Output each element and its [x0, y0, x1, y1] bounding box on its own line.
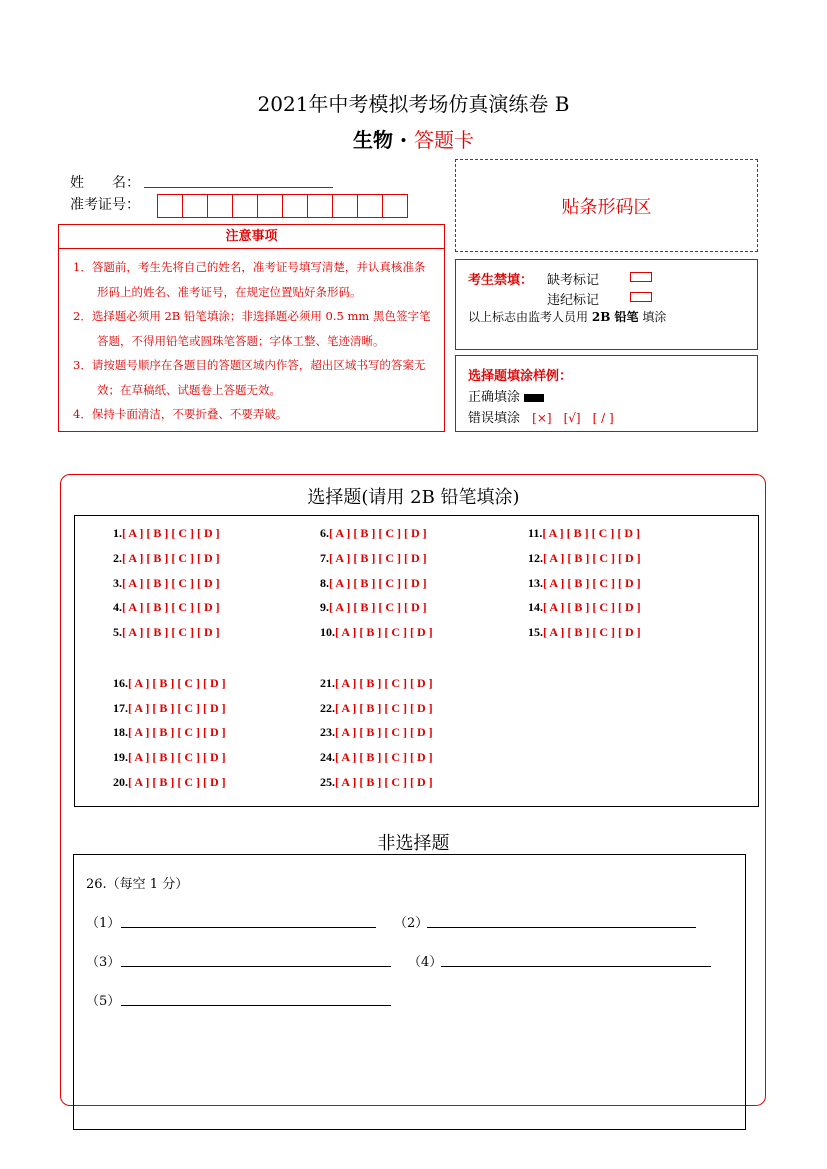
choice-question — [113, 526, 220, 541]
violation-label: 违纪标记 — [547, 293, 600, 308]
choice-question — [113, 750, 226, 765]
choice-question — [320, 526, 427, 541]
choice-question — [528, 600, 641, 615]
question-number: 22. — [320, 701, 335, 715]
choice-question — [113, 676, 226, 691]
answer-options[interactable]: [ A ] [ B ] [ C ] [ D ] — [335, 750, 433, 764]
choice-question — [113, 775, 226, 790]
choice-question — [113, 600, 220, 615]
answer-options[interactable]: [ A ] [ B ] [ C ] [ D ] — [543, 551, 641, 565]
absent-mark-box[interactable] — [630, 272, 652, 282]
choice-section-title: 选择题(请用 2B 铅笔填涂) — [307, 487, 520, 508]
question-number: 19. — [113, 750, 128, 764]
answer-options[interactable]: [ A ] [ B ] [ C ] [ D ] — [335, 701, 433, 715]
blank-1-label: （1） — [86, 916, 121, 931]
answer-options[interactable]: [ A ] [ B ] [ C ] [ D ] — [335, 725, 433, 739]
question-26-label: 26.（每空 1 分） — [86, 877, 189, 892]
answer-options[interactable]: [ A ] [ B ] [ C ] [ D ] — [329, 576, 427, 590]
question-number: 15. — [528, 625, 543, 639]
blank-3-label: （3） — [86, 955, 121, 970]
blank-4-label: （4） — [408, 955, 443, 970]
exam-id-digit-box[interactable] — [332, 194, 358, 218]
blank-5-label: （5） — [86, 994, 121, 1009]
answer-options[interactable]: [ A ] [ B ] [ C ] [ D ] — [128, 701, 226, 715]
card-label: 答题卡 — [413, 128, 474, 152]
exam-id-digit-box[interactable] — [382, 194, 408, 218]
choice-question — [320, 750, 433, 765]
question-number: 5. — [113, 625, 122, 639]
page-subtitle — [0, 124, 827, 153]
exam-id-digit-box[interactable] — [257, 194, 283, 218]
answer-options[interactable]: [ A ] [ B ] [ C ] [ D ] — [122, 526, 220, 540]
answer-options[interactable]: [ A ] [ B ] [ C ] [ D ] — [335, 625, 433, 639]
separator-dot: • — [399, 133, 408, 150]
notice-item: 4．保持卡面清洁，不要折叠、不要弄破。 — [73, 407, 288, 421]
notice-panel — [58, 224, 445, 432]
exam-marks-label: 考生禁填： — [468, 273, 534, 288]
choice-question — [320, 701, 433, 716]
question-number: 21. — [320, 676, 335, 690]
exam-id-digit-box[interactable] — [182, 194, 208, 218]
choice-question — [113, 701, 226, 716]
answer-options[interactable]: [ A ] [ B ] [ C ] [ D ] — [128, 775, 226, 789]
choice-question — [320, 600, 427, 615]
name-label: 姓 名： — [70, 175, 140, 191]
answer-options[interactable]: [ A ] [ B ] [ C ] [ D ] — [329, 526, 427, 540]
answer-options[interactable]: [ A ] [ B ] [ C ] [ D ] — [122, 625, 220, 639]
answer-options[interactable]: [ A ] [ B ] [ C ] [ D ] — [128, 750, 226, 764]
absent-label: 缺考标记 — [547, 273, 600, 288]
wrong-fill — [468, 407, 614, 426]
answer-options[interactable]: [ A ] [ B ] [ C ] [ D ] — [542, 526, 640, 540]
barcode-area — [455, 159, 758, 252]
note-suffix: 填涂 — [642, 310, 667, 324]
question-number: 25. — [320, 775, 335, 789]
question-number: 10. — [320, 625, 335, 639]
question-number: 8. — [320, 576, 329, 590]
question-number: 24. — [320, 750, 335, 764]
question-number: 16. — [113, 676, 128, 690]
note-prefix: 以上标志由监考人员用 — [468, 310, 589, 324]
choice-question — [320, 576, 427, 591]
blank-4-line[interactable] — [441, 966, 711, 967]
exam-id-digit-box[interactable] — [307, 194, 333, 218]
exam-marks-panel — [455, 259, 758, 350]
notice-item: 3．请按题号顺序在各题目的答题区域内作答，超出区域书写的答案无效；在草稿纸、试题卷上答题无效。 — [73, 358, 426, 397]
correct-fill-label: 正确填涂 — [468, 390, 521, 405]
exam-id-digit-box[interactable] — [207, 194, 233, 218]
answer-options[interactable]: [ A ] [ B ] [ C ] [ D ] — [335, 775, 433, 789]
question-number: 7. — [320, 551, 329, 565]
blank-5-line[interactable] — [121, 1005, 391, 1006]
question-number: 6. — [320, 526, 329, 540]
wrong-fill-label: 错误填涂 — [468, 411, 521, 426]
choice-question — [528, 526, 640, 541]
subject-label: 生物 — [353, 128, 393, 152]
nonchoice-answer-box — [73, 854, 746, 1130]
question-number: 14. — [528, 600, 543, 614]
answer-options[interactable]: [ A ] [ B ] [ C ] [ D ] — [543, 625, 641, 639]
answer-options[interactable]: [ A ] [ B ] [ C ] [ D ] — [128, 725, 226, 739]
notice-title: 注意事项 — [59, 225, 444, 249]
choice-question — [320, 551, 427, 566]
question-number: 2. — [113, 551, 122, 565]
blank-2-label: （2） — [394, 916, 429, 931]
choice-question — [320, 625, 433, 640]
answer-options[interactable]: [ A ] [ B ] [ C ] [ D ] — [543, 576, 641, 590]
choice-question — [528, 625, 641, 640]
note-bold: 2B 铅笔 — [591, 310, 639, 324]
correct-fill — [468, 386, 544, 405]
answer-options[interactable]: [ A ] [ B ] [ C ] [ D ] — [122, 576, 220, 590]
question-number: 9. — [320, 600, 329, 614]
exam-id-digit-box[interactable] — [357, 194, 383, 218]
answer-options[interactable]: [ A ] [ B ] [ C ] [ D ] — [122, 600, 220, 614]
choice-question — [528, 551, 641, 566]
choice-question — [320, 676, 433, 691]
correct-fill-sample — [524, 394, 544, 402]
question-number: 4. — [113, 600, 122, 614]
exam-marks-note — [468, 308, 666, 325]
question-number: 13. — [528, 576, 543, 590]
choice-question — [113, 576, 220, 591]
question-number: 18. — [113, 725, 128, 739]
answer-options[interactable]: [ A ] [ B ] [ C ] [ D ] — [329, 600, 427, 614]
question-number: 1. — [113, 526, 122, 540]
violation-mark-box[interactable] — [630, 292, 652, 302]
question-number: 12. — [528, 551, 543, 565]
barcode-label: 贴条形码区 — [561, 196, 652, 218]
fill-sample-panel — [455, 355, 758, 432]
blank-1-line[interactable] — [121, 927, 376, 928]
exam-id-digit-box[interactable] — [282, 194, 308, 218]
choice-question — [528, 576, 641, 591]
choice-question — [320, 725, 433, 740]
exam-id-digit-box[interactable] — [232, 194, 258, 218]
wrong-fill-samples: [×] [√] [ / ] — [532, 411, 614, 425]
exam-id-boxes — [158, 194, 408, 218]
choice-question — [113, 551, 220, 566]
answer-options[interactable]: [ A ] [ B ] [ C ] [ D ] — [543, 600, 641, 614]
exam-id-digit-box[interactable] — [157, 194, 183, 218]
page-title: 2021年中考模拟考场仿真演练卷 B — [257, 92, 570, 116]
question-number: 3. — [113, 576, 122, 590]
answer-options[interactable]: [ A ] [ B ] [ C ] [ D ] — [335, 676, 433, 690]
blank-3-line[interactable] — [121, 966, 391, 967]
blank-2-line[interactable] — [427, 927, 696, 928]
name-input-line[interactable] — [144, 187, 333, 188]
exam-id-label: 准考证号： — [70, 197, 140, 213]
notice-item: 2．选择题必须用 2B 铅笔填涂；非选择题必须用 0.5 mm 黑色签字笔答题，不得用铅笔或圆珠笔答题；字体工整、笔迹清晰。 — [73, 309, 431, 348]
answer-options[interactable]: [ A ] [ B ] [ C ] [ D ] — [128, 676, 226, 690]
choice-question — [320, 775, 433, 790]
choice-question — [113, 625, 220, 640]
nonchoice-section-title: 非选择题 — [377, 833, 450, 854]
question-number: 23. — [320, 725, 335, 739]
question-number: 17. — [113, 701, 128, 715]
fill-sample-title: 选择题填涂样例： — [468, 369, 573, 384]
choice-question — [113, 725, 226, 740]
question-number: 11. — [528, 526, 543, 540]
question-number: 20. — [113, 775, 128, 789]
answer-options[interactable]: [ A ] [ B ] [ C ] [ D ] — [122, 551, 220, 565]
answer-options[interactable]: [ A ] [ B ] [ C ] [ D ] — [329, 551, 427, 565]
notice-item: 1．答题前，考生先将自己的姓名，准考证号填写清楚，并认真核准条形码上的姓名、准考证号，在规定位置贴好条形码。 — [73, 260, 426, 299]
